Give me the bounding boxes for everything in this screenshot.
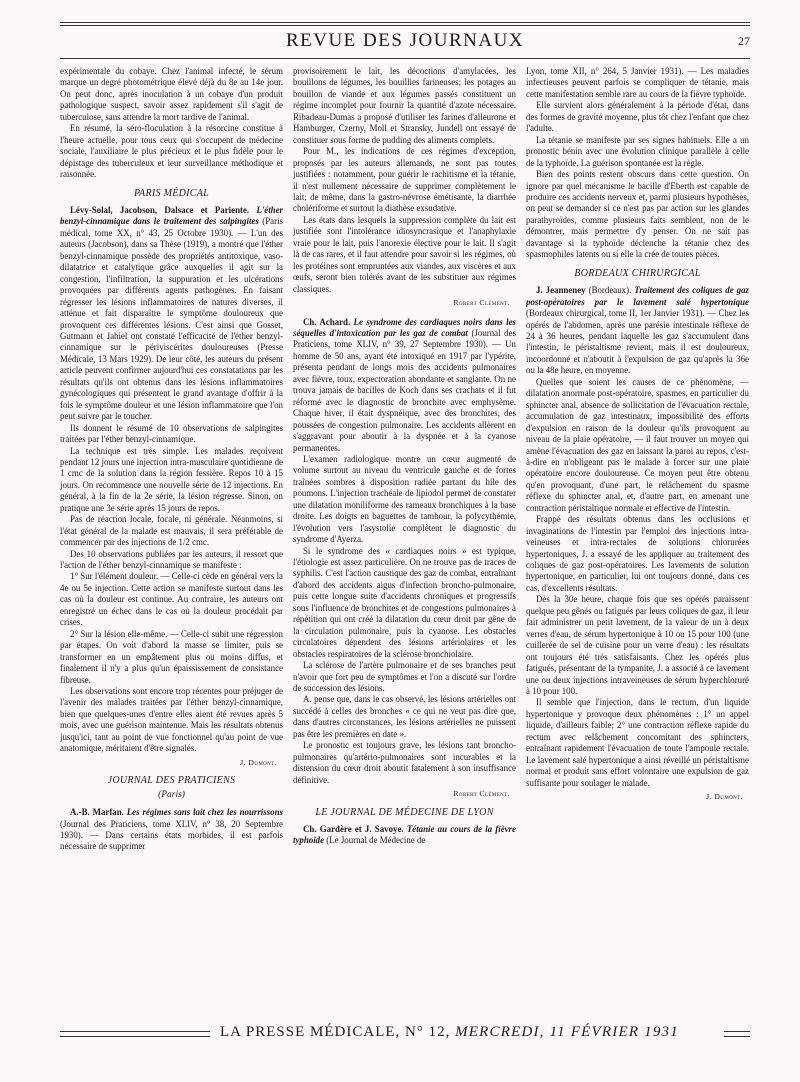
section-heading: BORDEAUX CHIRURGICAL <box>574 267 701 279</box>
header-rule <box>60 58 750 59</box>
footer-date: MERCREDI, 11 FÉVRIER 1931 <box>455 1024 679 1040</box>
paragraph: La technique est très simple. Les malades reçoivent pendant 12 jours une injection intra-musculaire quotidienne de 1 cmc de la solution dans la région fessière. Repos 10 à 15 jours. On recommence une nouvelle série de 12 injections. En général, à la fin de la 2e série, la lésion régresse. Sinon, on pratique une 3e série après 15 jours de repos. <box>60 445 283 513</box>
paragraph: 2° Sur la lésion elle-même. — Celle-ci subit une régression par étapes. On voit d'abord la masse se limiter, puis se transformer en un empâtement plus ou moins diffus, et finalement il n'y a plus qu'un épaississement de consistance fibreuse. <box>60 628 283 685</box>
article-reference: (Le Journal de Médecine de <box>324 835 426 846</box>
column-2 <box>293 66 516 1021</box>
article-reference: (Journal des Praticiens, tome XLIV, n° 39, 27 Septembre 1930). — Un homme de 50 ans, ayant été intoxiqué en 1917 par l'ypérite, présenta pendant de longs mois des accidents pulmonaires avec fièvre, toux, expectoration abondante et sanglante. On ne trouva jamais de bacilles de Koch dans ses crachats et il fut réformé avec le diagnostic de bronchite avec emphysème. Chaque hiver, il était dyspnéique, avec des bronchites, des poussées de congestion pulmonaire. Les accidents allèrent en s'aggravant pour aboutir à la dyspnée et à la cyanose permanentes. <box>293 327 516 453</box>
paragraph: Les états dans lesquels la suppression complète du lait est justifiée sont l'intolérance idiosyncrasique et l'anaphylaxie vraie pour le lait, puis l'anorexie élective pour le lait. Il s'agit là de cas rares, et il faut attendre pour savoir si les régimes, où les protéines sont empruntées aux viandes, aux viscères et aux œufs, seront bien tolérés avant de les substituer aux régimes classiques. <box>293 214 516 294</box>
article-reference: (Bordeaux chirurgical, tome II, 1er Janvier 1931). — Chez les opérés de l'abdomen, après une parésie intestinale réflexe de 24 à 36 heures, pendant laquelle les gaz s'accumulent dans l'intestin, le péristaltisme revient, mais il est douloureux, incoordonné et n'aboutit à l'expulsion de gaz qu'après la 36e ou la 48e heure, en moyenne. <box>526 308 749 376</box>
paragraph: Quelles que soient les causes de ce phénomène, — dilatation anormale post-opératoire, spasmes, en particulier du sphincter anal, absence de sollicitation de l'évacuation rectale, accumulation de gaz intestinaux, impossibilité des efforts d'expulsion en raison de la douleur qu'ils provoquent au niveau de la plaie opératoire, — il faut trouver un moyen qui amène l'évacuation des gaz en laissant la paroi au repos, c'est-à-dire en n'obligeant pas le malade à forcer sur une plaie opératoire encore douloureuse. Ce moyen peut être obtenu qu'en provoquant, d'une part, le relâchement du spasme réflexe du sphincter anal, et, d'autre part, en amenant une contraction péristaltique normale et effective de l'intestin. <box>526 376 749 513</box>
paragraph: Pour M., les indications de ces régimes d'exception, proposés par les auteurs allemands, ne sont pas toutes justifiées : notamment, pour guérir le rachitisme et la tétanie, il n'est nullement nécessaire de supprimer complètement le lait; de même, dans la gastro-névrose émétisante, la diarrhée cholériforme et surtout la diathèse exsudative. <box>293 146 516 214</box>
page-header <box>60 30 750 56</box>
article-lead <box>526 285 749 377</box>
article-city: (Bordeaux). <box>585 285 635 296</box>
paragraph: La sclérose de l'artère pulmonaire et de ses branches peut n'avoir que fort peu de symptômes et l'on a discuté sur l'ordre de succession des lésions. <box>293 660 516 694</box>
section-heading: LE JOURNAL DE MÉDECINE DE LYON <box>315 806 494 818</box>
footer-rule-right <box>724 1031 750 1037</box>
section-heading: PARIS MÉDICAL <box>133 187 210 199</box>
article-title: Tétanie au cours de la fièvre typhoïde <box>293 824 516 846</box>
article-lead <box>60 205 283 423</box>
column-1 <box>60 66 283 1021</box>
page-title: REVUE DES JOURNAUX <box>285 30 525 51</box>
paragraph: Frappé des résultats obtenus dans les occlusions et invaginations de l'intestin par l'emploi des injections intra-veineuses et intra-rectales de solutions chlorurées hypertoniques, J. a essayé de les appliquer au traitement des coliques de gaz post-opératoires. Les lavements de solution hypertonique, en particulier, lui ont toujours donné, dans ces cas, d'excellents résultats. <box>526 514 749 593</box>
paragraph: L'examen radiologique montre un cœur augmenté de volume surtout au niveau du ventricule gauche et de fortes traînées sombres à disposition radiée partant du hile des poumons. L'injection trachéale de lipiodol permet de constater une dilatation moniliforme des rameaux bronchiques à la base droite. Les doigts en baguettes de tambour, la polycythémie, l'évolution vers l'asystolie complètent le diagnostic du syndrome d'Ayerza. <box>293 453 516 545</box>
paragraph: expérimentale du cobaye. Chez l'animal infecté, le sérum marque un degré photométrique élevé déjà du 8e au 14e jour. On peut donc, après inoculation à un cobaye d'un produit pathologique suspect, savoir assez rapidement s'il s'agit de tuberculose, sans attendre la mort tardive de l'animal. <box>60 66 283 122</box>
paragraph: En résumé, la séro-floculation à la résorcine constitue à l'heure actuelle, pour tous ceux qui s'occupent de médecine sociale, l'auxiliaire le plus précieux et le plus fidèle pour le dépistage des tuberculeux et leur surveillance méthodique et raisonnée. <box>60 123 283 180</box>
signature: J. Dumont. <box>706 792 743 802</box>
article-columns <box>60 66 750 1021</box>
article-reference: (Journal des Praticiens, tome XLIV, n° 38, 20 Septembre 1930). — Dans certains états morbides, il est parfois nécessaire de supprimer <box>60 818 283 852</box>
paragraph: Les observations sont encore trop récentes pour préjuger de l'avenir des malades traitées par l'éther benzyl-cinnamique, bien que quelques-unes d'entre elles aient été revues après 5 mois, avec une guérison maintenue. Mais les résultats obtenus jusqu'ici, tant au point de vue fonctionnel qu'au point de vue anatomique, méritaient d'être signalés. <box>60 686 283 754</box>
paragraph: Elle survient alors généralement à la période d'état, dans des formes de gravité moyenne, plus tôt chez l'enfant que chez l'adulte. <box>526 100 749 134</box>
signature: Robert Clément. <box>453 789 510 799</box>
column-3 <box>526 66 749 1021</box>
footer-text <box>220 1024 679 1041</box>
paragraph: Des 10 observations publiées par les auteurs, il ressort que l'action de l'éther benzyl-cinnamique se manifeste : <box>60 548 283 571</box>
paragraph: 1° Sur l'élément douleur. — Celle-ci cède en général vers la 4e ou 5e injection. Cette action se manifeste surtout dans les cas où la douleur est continue. Au contraire, les auteurs ont enregistré un échec dans le cas où la douleur procédait par crises. <box>60 571 283 628</box>
section-subheading: (Paris) <box>158 789 185 800</box>
article-title: Traitement des coliques de gaz post-opératoires par le lavement salé hypertonique <box>526 285 749 307</box>
article-lead <box>293 824 516 847</box>
article-lead <box>60 807 283 853</box>
paragraph: Si le syndrome des « cardiaques noirs » est typique, l'étiologie est assez particulière. On ne trouve pas de traces de syphilis. C'est l'action caustique des gaz de combat, entraînant d'abord des accidents aigus d'infection broncho-pulmonaire, puis cette longue suite d'accidents chroniques et progressifs sous l'influence de bronchites et de congestions pulmonaires à répétition qui ont créé la dilatation du cœur droit par gêne de la circulation pulmonaire, puis la cyanose. Les obstacles circulatoires dépendent des lésions artériolaires et les obstacles respiratoires de la sclérose bronchiolaire. <box>293 545 516 659</box>
article-authors: Lévy-Solal, Jacobson, Dalsace et Pariente. <box>70 204 250 215</box>
signature: Robert Clément. <box>453 298 510 308</box>
paragraph: provisoirement le lait, les décoctions d'amylacées, les bouillons de légumes, les bouillies farineuses; les potages au bouillon de viande et aux légumes passés constituent un régime incomplet pour fournir la quantité d'azote nécessaire. Ribadeau-Dumas a proposé d'utiliser les farines d'alleurone et Hamburger, Czerny, Moll et Stransky, Jundell ont essayé de constituer sous forme de pudding des aliments complets. <box>293 66 516 145</box>
paragraph: Ils donnent le résumé de 10 observations de salpingites traitées par l'éther benzyl-cinnamique. <box>60 422 283 445</box>
paragraph: Pas de réaction locale, focale, ni générale. Néanmoins, si l'état général de la malade est mauvais, il sera préférable de commencer par des injections de 1/2 cmc. <box>60 514 283 548</box>
article-lead <box>293 317 516 454</box>
paragraph: Dès la 30e heure, chaque fois que ses opérés paraissent quelque peu gênés ou fatigués par leurs coliques de gaz, il leur fait administrer un petit lavement, de la valeur de un à deux verres d'eau, de sérum hypertonique à 10 ou 15 pour 100 (une cuillerée de sel de cuisine pour un verre d'eau) : les résultats ont toujours été très satisfaisants. Chez les opérés plus fatigués, présentant de la tympanite, J. a associé à ce lavement une ou deux injections intraveineuses de sérum hyperchloruré à 10 pour 100. <box>526 594 749 697</box>
article-authors: A.-B. Marfan. <box>70 807 124 818</box>
paragraph: Le pronostic est toujours grave, les lésions tant broncho-pulmonaires qu'artério-pulmonaires sont incurables et la distension du cœur droit aboutit fatalement à son insuffisance définitive. <box>293 740 516 785</box>
signature: J. Dumont. <box>240 757 277 767</box>
article-authors: Ch. Gardère et J. Savoye. <box>303 824 404 834</box>
footer-issue-number: N° 12, <box>405 1024 451 1040</box>
footer-journal: LA PRESSE MÉDICALE, <box>220 1024 401 1040</box>
paragraph: La tétanie se manifeste par ses signes habituels. Elle a un pronostic bénin avec une évolution clinique parallèle à celle de la typhoïde. La guérison spontanée est la règle. <box>526 134 749 168</box>
article-reference: (Paris médical, tome XX, n° 43, 25 Octobre 1930). — L'un des auteurs (Jacobson), dans sa Thèse (1919), a montré que l'éther benzyl-cinnamique possède des propriétés antitoxique, vaso-dilatatrice et catalytique grâce auxquelles il agit sur la congestion, l'infiltration, la suppuration et les ulcérations provoquées par différents agents pathogènes. En faisant régresser les lésions inflammatoires de natures diverses, il atténue et fait disparaître le symptôme douloureux que provoquent ces différentes lésions. C'est ainsi que Gosset, Gutmann et Jahiel ont constaté l'efficacité de l'éther benzyl-cinnamique sur le périviscérites douloureuses (Presse Médicale, 13 Mars 1929). De leur côté, les auteurs du présent article peuvent confirmer aujourd'hui ces constatations par les résultats qu'ils ont obtenus dans les lésions inflammatoires gynécologiques qui présentent le grand avantage d'offrir à la fois le symptôme douleur et une lésion inflammatoire que l'on peut suivre par le toucher. <box>60 216 283 422</box>
article-authors: J. Jeanneney <box>536 285 586 296</box>
page-number: 27 <box>738 34 750 48</box>
top-rule-thin <box>60 25 750 26</box>
section-heading: JOURNAL DES PRATICIENS <box>107 775 236 787</box>
footer-rule-left <box>60 1031 210 1037</box>
article-title: Le syndrome des cardiaques noirs dans les séquelles d'intoxication par les gaz de combat <box>293 316 516 338</box>
paragraph: Lyon, tome XII, n° 264, 5 Janvier 1931). — Les maladies infectieuses peuvent parfois se compliquer de tétanie, mais cette manifestation semble rare au cours de la fièvre typhoïde. <box>526 66 749 99</box>
page-footer <box>60 1024 750 1052</box>
article-title: Les régimes sans lait chez les nourrissons <box>126 807 283 818</box>
paragraph: Bien des points restent obscurs dans cette question. On ignore par quel mécanisme le bacille d'Eberth est capable de produire ces accidents nerveux et, parmi plusieurs hypothèses, on peut se demander si ce n'est pas par action sur les glandes parathyroïdes, comme plusieurs faits semblent, non de le démontrer, mais permettre d'y penser. On ne sait pas davantage si la typhoïde déclenche la tétanie chez des spasmophiles latents ou si elle la crée de toutes pièces. <box>526 169 749 260</box>
article-title: L'éther benzyl-cinnamique dans le traitement des salpingites <box>60 204 283 227</box>
top-rule <box>60 22 750 23</box>
article-authors: Ch. Achard. <box>303 316 351 327</box>
paragraph: A. pense que, dans le cas observé, les lésions artérielles ont succédé à celles des bronches « ce qui ne veut pas dire que, dans d'autres circonstances, les lésions artérielles ne puissent pas être les premières en date ». <box>293 694 516 739</box>
paragraph: Il semble que l'injection, dans le rectum, d'un liquide hypertonique y provoque deux phénomènes : 1° un appel liquide, d'ailleurs faible; 2° une contraction réflexe rapide du rectum avec relâchement concomitant des sphincters, entraînant rapidement l'évacuation de toute l'ampoule rectale. Le lavement salé hypertonique a ainsi réveillé un péristaltisme normal et produit sans effort volontaire une expulsion de gaz suffisante pour soulager le malade. <box>526 697 749 788</box>
